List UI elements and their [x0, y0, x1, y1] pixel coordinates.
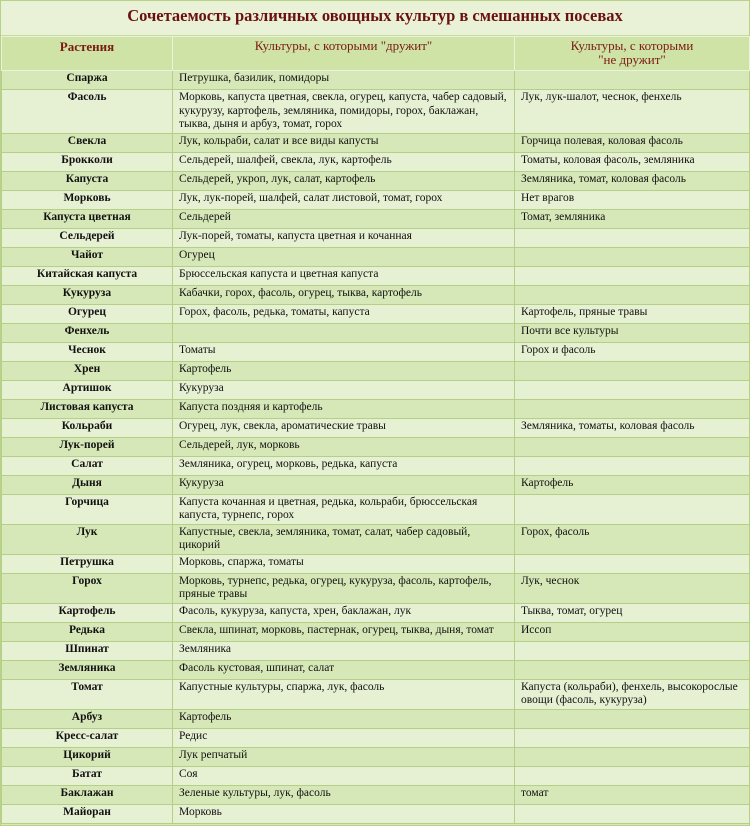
- friends-cell: Капустные, свекла, земляника, томат, салат, чабер садовый, цикорий: [173, 524, 515, 554]
- friends-cell: Редис: [173, 728, 515, 747]
- plant-cell: Картофель: [2, 603, 173, 622]
- enemies-cell: [515, 766, 750, 785]
- friends-cell: Картофель: [173, 361, 515, 380]
- enemies-cell: Горох и фасоль: [515, 342, 750, 361]
- table-row: [2, 133, 750, 152]
- table-row: [2, 399, 750, 418]
- friends-cell: Морковь, турнепс, редька, огурец, кукуруза, фасоль, картофель, пряные травы: [173, 573, 515, 603]
- header-plants: Растения: [2, 37, 173, 71]
- plant-cell: Сельдерей: [2, 228, 173, 247]
- table-row: [2, 342, 750, 361]
- plant-cell: Лук-порей: [2, 437, 173, 456]
- friends-cell: Морковь, капуста цветная, свекла, огурец, капуста, чабер садовый, кукурузу, картофель, земляника, помидоры, горох, баклажан, тыква, дыня и арбуз, томат, горох: [173, 90, 515, 134]
- table-row: [2, 728, 750, 747]
- plant-cell: Фенхель: [2, 323, 173, 342]
- table-row: [2, 456, 750, 475]
- friends-cell: [173, 323, 515, 342]
- enemies-cell: [515, 285, 750, 304]
- plant-cell: Хрен: [2, 361, 173, 380]
- plant-cell: Дыня: [2, 475, 173, 494]
- plant-cell: Лук: [2, 524, 173, 554]
- friends-cell: Морковь: [173, 804, 515, 823]
- plant-cell: Спаржа: [2, 71, 173, 90]
- friends-cell: Брюссельская капуста и цветная капуста: [173, 266, 515, 285]
- plant-cell: Морковь: [2, 190, 173, 209]
- plant-cell: Капуста: [2, 171, 173, 190]
- enemies-cell: Иссоп: [515, 622, 750, 641]
- friends-cell: Кабачки, горох, фасоль, огурец, тыква, картофель: [173, 285, 515, 304]
- enemies-cell: Тыква, томат, огурец: [515, 603, 750, 622]
- friends-cell: Морковь, спаржа, томаты: [173, 554, 515, 573]
- plant-cell: Шпинат: [2, 641, 173, 660]
- table-row: [2, 323, 750, 342]
- friends-cell: Земляника: [173, 641, 515, 660]
- friends-cell: Сельдерей: [173, 209, 515, 228]
- enemies-cell: Земляника, томат, коловая фасоль: [515, 171, 750, 190]
- enemies-cell: [515, 228, 750, 247]
- enemies-cell: [515, 71, 750, 90]
- friends-cell: Капустные культуры, спаржа, лук, фасоль: [173, 679, 515, 709]
- table-row: [2, 475, 750, 494]
- table-row: [2, 266, 750, 285]
- table-row: [2, 71, 750, 90]
- table-row: [2, 709, 750, 728]
- friends-cell: Земляника, огурец, морковь, редька, капуста: [173, 456, 515, 475]
- plant-cell: Кресс-салат: [2, 728, 173, 747]
- enemies-cell: Картофель, пряные травы: [515, 304, 750, 323]
- table-row: [2, 228, 750, 247]
- plant-cell: Батат: [2, 766, 173, 785]
- enemies-cell: [515, 380, 750, 399]
- friends-cell: Лук-порей, томаты, капуста цветная и кочанная: [173, 228, 515, 247]
- enemies-cell: Почти все культуры: [515, 323, 750, 342]
- plant-cell: Чайот: [2, 247, 173, 266]
- enemies-cell: [515, 247, 750, 266]
- friends-cell: Сельдерей, укроп, лук, салат, картофель: [173, 171, 515, 190]
- enemies-cell: Горох, фасоль: [515, 524, 750, 554]
- table-row: [2, 285, 750, 304]
- plant-cell: Кукуруза: [2, 285, 173, 304]
- table-row: [2, 554, 750, 573]
- compatibility-table: [1, 36, 750, 824]
- table-row: [2, 641, 750, 660]
- table-row: [2, 679, 750, 709]
- table-row: [2, 90, 750, 134]
- enemies-cell: Нет врагов: [515, 190, 750, 209]
- friends-cell: Огурец, лук, свекла, ароматические травы: [173, 418, 515, 437]
- enemies-cell: томат: [515, 785, 750, 804]
- table-row: [2, 171, 750, 190]
- enemies-cell: [515, 804, 750, 823]
- plant-cell: Томат: [2, 679, 173, 709]
- enemies-cell: [515, 399, 750, 418]
- plant-cell: Огурец: [2, 304, 173, 323]
- enemies-cell: [515, 709, 750, 728]
- friends-cell: Фасоль, кукуруза, капуста, хрен, баклажан, лук: [173, 603, 515, 622]
- table-row: [2, 603, 750, 622]
- table-header-row: [2, 37, 750, 71]
- enemies-cell: [515, 266, 750, 285]
- plant-cell: Баклажан: [2, 785, 173, 804]
- table-row: [2, 747, 750, 766]
- header-friends: Культуры, с которыми "дружит": [173, 37, 515, 71]
- table-row: [2, 152, 750, 171]
- enemies-cell: Томаты, коловая фасоль, земляника: [515, 152, 750, 171]
- friends-cell: Зеленые культуры, лук, фасоль: [173, 785, 515, 804]
- enemies-cell: Картофель: [515, 475, 750, 494]
- friends-cell: Кукуруза: [173, 475, 515, 494]
- friends-cell: Лук репчатый: [173, 747, 515, 766]
- friends-cell: Фасоль кустовая, шпинат, салат: [173, 660, 515, 679]
- plant-cell: Земляника: [2, 660, 173, 679]
- plant-cell: Редька: [2, 622, 173, 641]
- table-row: [2, 804, 750, 823]
- plant-cell: Брокколи: [2, 152, 173, 171]
- plant-cell: Артишок: [2, 380, 173, 399]
- page-title: Сочетаемость различных овощных культур в смешанных посевах: [1, 1, 749, 36]
- enemies-cell: [515, 728, 750, 747]
- table-row: [2, 418, 750, 437]
- enemies-cell: Земляника, томаты, коловая фасоль: [515, 418, 750, 437]
- enemies-cell: [515, 494, 750, 524]
- enemies-cell: [515, 361, 750, 380]
- friends-cell: Картофель: [173, 709, 515, 728]
- table-row: [2, 524, 750, 554]
- enemies-cell: [515, 437, 750, 456]
- plant-cell: Арбуз: [2, 709, 173, 728]
- plant-cell: Петрушка: [2, 554, 173, 573]
- plant-cell: Салат: [2, 456, 173, 475]
- table-row: [2, 380, 750, 399]
- table-row: [2, 622, 750, 641]
- enemies-cell: [515, 554, 750, 573]
- friends-cell: Свекла, шпинат, морковь, пастернак, огурец, тыква, дыня, томат: [173, 622, 515, 641]
- friends-cell: Огурец: [173, 247, 515, 266]
- table-body: [2, 71, 750, 824]
- plant-cell: Кольраби: [2, 418, 173, 437]
- table-row: [2, 437, 750, 456]
- friends-cell: Капуста кочанная и цветная, редька, кольраби, брюссельская капуста, турнепс, горох: [173, 494, 515, 524]
- friends-cell: Капуста поздняя и картофель: [173, 399, 515, 418]
- friends-cell: Горох, фасоль, редька, томаты, капуста: [173, 304, 515, 323]
- table-row: [2, 190, 750, 209]
- friends-cell: Кукуруза: [173, 380, 515, 399]
- friends-cell: Петрушка, базилик, помидоры: [173, 71, 515, 90]
- enemies-cell: Лук, лук-шалот, чеснок, фенхель: [515, 90, 750, 134]
- table-row: [2, 573, 750, 603]
- enemies-cell: Томат, земляника: [515, 209, 750, 228]
- friends-cell: Лук, лук-порей, шалфей, салат листовой, томат, горох: [173, 190, 515, 209]
- table-row: [2, 304, 750, 323]
- plant-cell: Чеснок: [2, 342, 173, 361]
- plant-cell: Фасоль: [2, 90, 173, 134]
- enemies-cell: Горчица полевая, коловая фасоль: [515, 133, 750, 152]
- enemies-cell: [515, 641, 750, 660]
- enemies-cell: Капуста (кольраби), фенхель, высокорослые овощи (фасоль, кукуруза): [515, 679, 750, 709]
- table-row: [2, 209, 750, 228]
- plant-cell: Горчица: [2, 494, 173, 524]
- plant-cell: Листовая капуста: [2, 399, 173, 418]
- friends-cell: Соя: [173, 766, 515, 785]
- table-row: [2, 660, 750, 679]
- table-row: [2, 361, 750, 380]
- header-enemies: Культуры, с которыми "не дружит": [515, 37, 750, 71]
- enemies-cell: [515, 747, 750, 766]
- friends-cell: Сельдерей, шалфей, свекла, лук, картофель: [173, 152, 515, 171]
- enemies-cell: Лук, чеснок: [515, 573, 750, 603]
- friends-cell: Томаты: [173, 342, 515, 361]
- plant-cell: Китайская капуста: [2, 266, 173, 285]
- table-row: [2, 494, 750, 524]
- plant-cell: Цикорий: [2, 747, 173, 766]
- plant-cell: Горох: [2, 573, 173, 603]
- friends-cell: Сельдерей, лук, морковь: [173, 437, 515, 456]
- enemies-cell: [515, 660, 750, 679]
- table-row: [2, 766, 750, 785]
- friends-cell: Лук, кольраби, салат и все виды капусты: [173, 133, 515, 152]
- enemies-cell: [515, 456, 750, 475]
- plant-cell: Капуста цветная: [2, 209, 173, 228]
- plant-cell: Майоран: [2, 804, 173, 823]
- plant-cell: Свекла: [2, 133, 173, 152]
- table-row: [2, 247, 750, 266]
- table-row: [2, 785, 750, 804]
